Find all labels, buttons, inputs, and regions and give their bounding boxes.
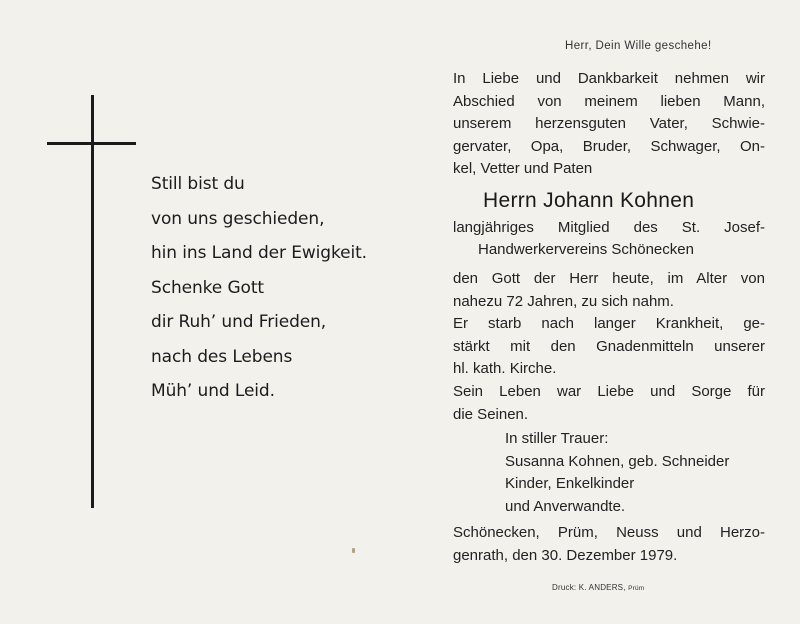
poem-line: dir Ruh’ und Frieden,	[151, 312, 327, 332]
text-line: Er starb nach langer Krankheit, ge-	[453, 315, 765, 333]
membership-line-2	[478, 239, 758, 262]
text-line: In stiller Trauer:	[505, 430, 609, 447]
text-line: In Liebe und Dankbarkeit nehmen wir	[453, 70, 765, 87]
text-line: nahezu 72 Jahren, zu sich nahm.	[453, 292, 674, 310]
mourners-block	[505, 428, 729, 518]
poem-line: hin ins Land der Ewigkeit.	[151, 243, 367, 263]
death-paragraph	[453, 268, 765, 426]
deceased-name: Herrn Johann Kohnen	[483, 189, 695, 212]
motto: Herr, Dein Wille geschehe!	[565, 40, 712, 52]
text-line: Abschied von meinem lieben Mann,	[453, 92, 765, 110]
text-line: stärkt mit den Gnadenmitteln unserer	[453, 337, 765, 355]
text-line: hl. kath. Kirche.	[453, 360, 557, 378]
place-date	[453, 522, 765, 567]
text-line: genrath, den 30. Dezember 1979.	[453, 546, 678, 564]
intro-paragraph	[453, 68, 765, 181]
text-line: Susanna Kohnen, geb. Schneider	[505, 452, 730, 470]
text-line: die Seinen.	[453, 405, 529, 423]
text-line: Handwerkervereins Schönecken	[478, 241, 694, 258]
poem-line: von uns geschieden,	[151, 208, 325, 229]
printer-place: Prüm	[628, 585, 645, 592]
text-line: langjähriges Mitglied des St. Josef-	[453, 219, 765, 236]
cross-horizontal-bar	[47, 142, 136, 145]
paper-speck	[352, 548, 355, 553]
memorial-poem	[151, 170, 367, 412]
text-line: unserem herzensguten Vater, Schwie-	[453, 115, 765, 133]
poem-line: nach des Lebens	[151, 346, 293, 367]
text-line: kel, Vetter und Paten	[453, 160, 593, 178]
text-line: den Gott der Herr heute, im Alter von	[453, 270, 765, 287]
cross-vertical-bar	[91, 95, 94, 508]
poem-line: Still bist du	[151, 174, 245, 194]
printer-credit	[552, 583, 644, 592]
membership-line	[453, 217, 765, 240]
text-line: Kinder, Enkelkinder	[505, 475, 635, 493]
poem-line: Schenke Gott	[151, 277, 264, 298]
text-line: und Anverwandte.	[505, 497, 626, 515]
printer-label: Druck: K. ANDERS,	[552, 583, 626, 592]
poem-line: Müh’ und Leid.	[151, 381, 275, 401]
text-line: gervater, Opa, Bruder, Schwager, On-	[453, 137, 765, 155]
text-line: Sein Leben war Liebe und Sorge für	[453, 382, 765, 400]
text-line: Schönecken, Prüm, Neuss und Herzo-	[453, 524, 765, 541]
